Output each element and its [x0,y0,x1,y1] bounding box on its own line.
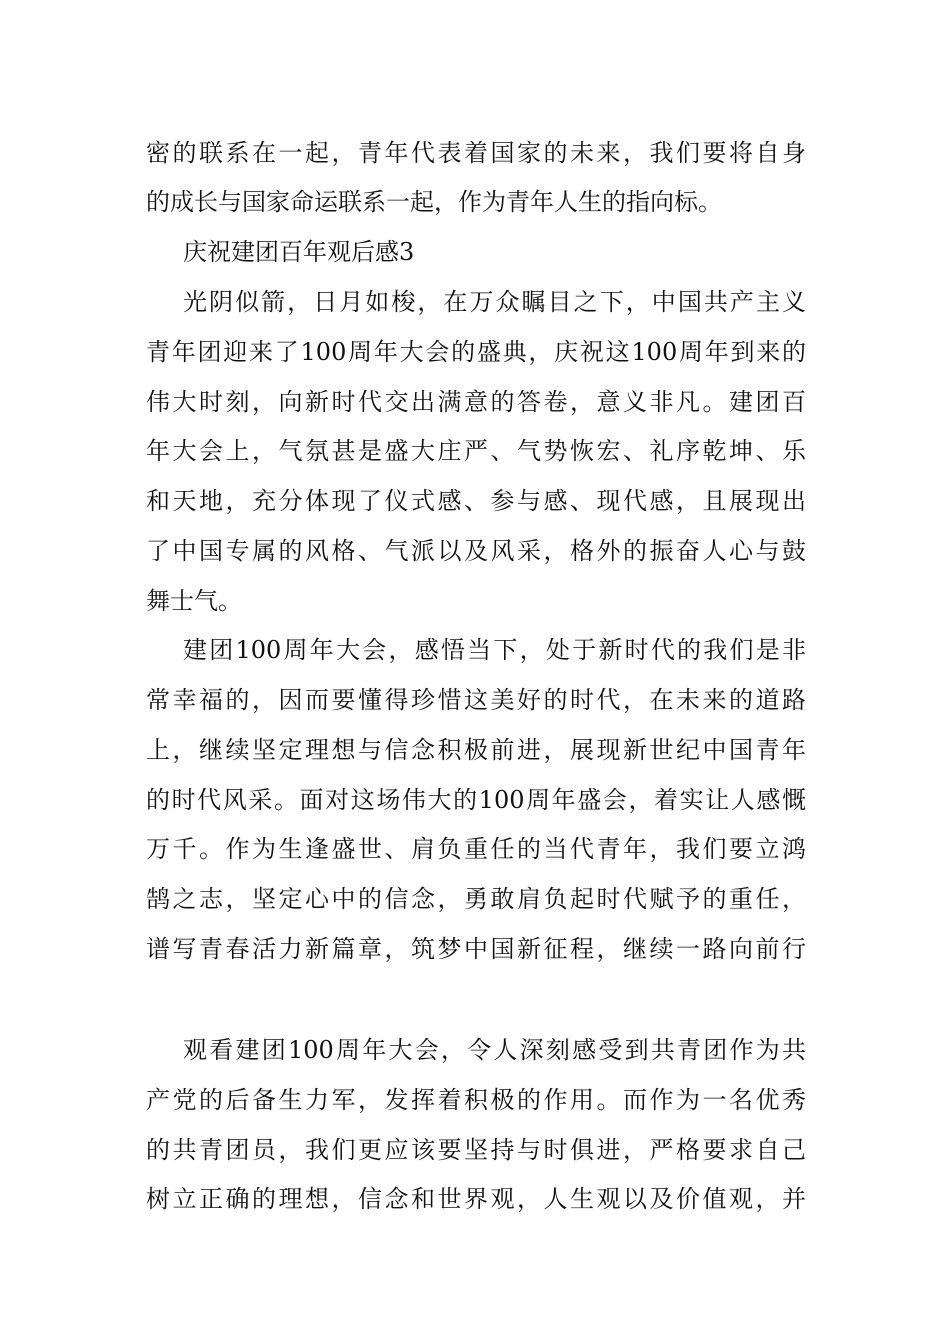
paragraph-line: 的成长与国家命运联系一起，作为青年人生的指向标。 [146,188,722,216]
paragraph-line: 光阴似箭，日月如梭，在万众瞩目之下，中国共产主义 [183,288,806,316]
paragraph-line: 产党的后备生力军，发挥着积极的作用。而作为一名优秀 [146,1086,806,1114]
paragraph-line: 的时代风采。面对这场伟大的100周年盛会，着实让人感慨 [146,786,806,814]
paragraph-line: 鹄之志，坚定心中的信念，勇敢肩负起时代赋予的重任， [146,885,806,913]
paragraph-line: 建团100周年大会，感悟当下，处于新时代的我们是非 [183,636,806,664]
paragraph-line: 观看建团100周年大会，令人深刻感受到共青团作为共 [183,1036,806,1064]
paragraph-line: 和天地，充分体现了仪式感、参与感、现代感，且展现出 [146,487,806,515]
paragraph-line: 年大会上，气氛甚是盛大庄严、气势恢宏、礼序乾坤、乐 [146,437,806,465]
paragraph-line: 常幸福的，因而要懂得珍惜这美好的时代，在未来的道路 [146,686,806,714]
paragraph-line: 上，继续坚定理想与信念积极前进，展现新世纪中国青年 [146,736,806,764]
paragraph-line: 舞士气。 [146,587,242,615]
paragraph-line: 万千。作为生逢盛世、肩负重任的当代青年，我们要立鸿 [146,835,806,863]
paragraph-line: 谱写青春活力新篇章，筑梦中国新征程，继续一路向前行 [146,935,806,963]
paragraph-line: 了中国专属的风格、气派以及风采，格外的振奋人心与鼓 [146,537,806,565]
paragraph-line: 密的联系在一起，青年代表着国家的未来，我们要将自身 [146,139,806,167]
section-heading: 庆祝建团百年观后感3 [183,238,415,266]
paragraph-line: 青年团迎来了100周年大会的盛典，庆祝这100周年到来的 [146,338,806,366]
paragraph-line: 树立正确的理想，信念和世界观，人生观以及价值观，并 [146,1185,806,1213]
paragraph-line: 的共青团员，我们更应该要坚持与时俱进，严格要求自己 [146,1136,806,1164]
paragraph-line: 伟大时刻，向新时代交出满意的答卷，意义非凡。建团百 [146,388,806,416]
